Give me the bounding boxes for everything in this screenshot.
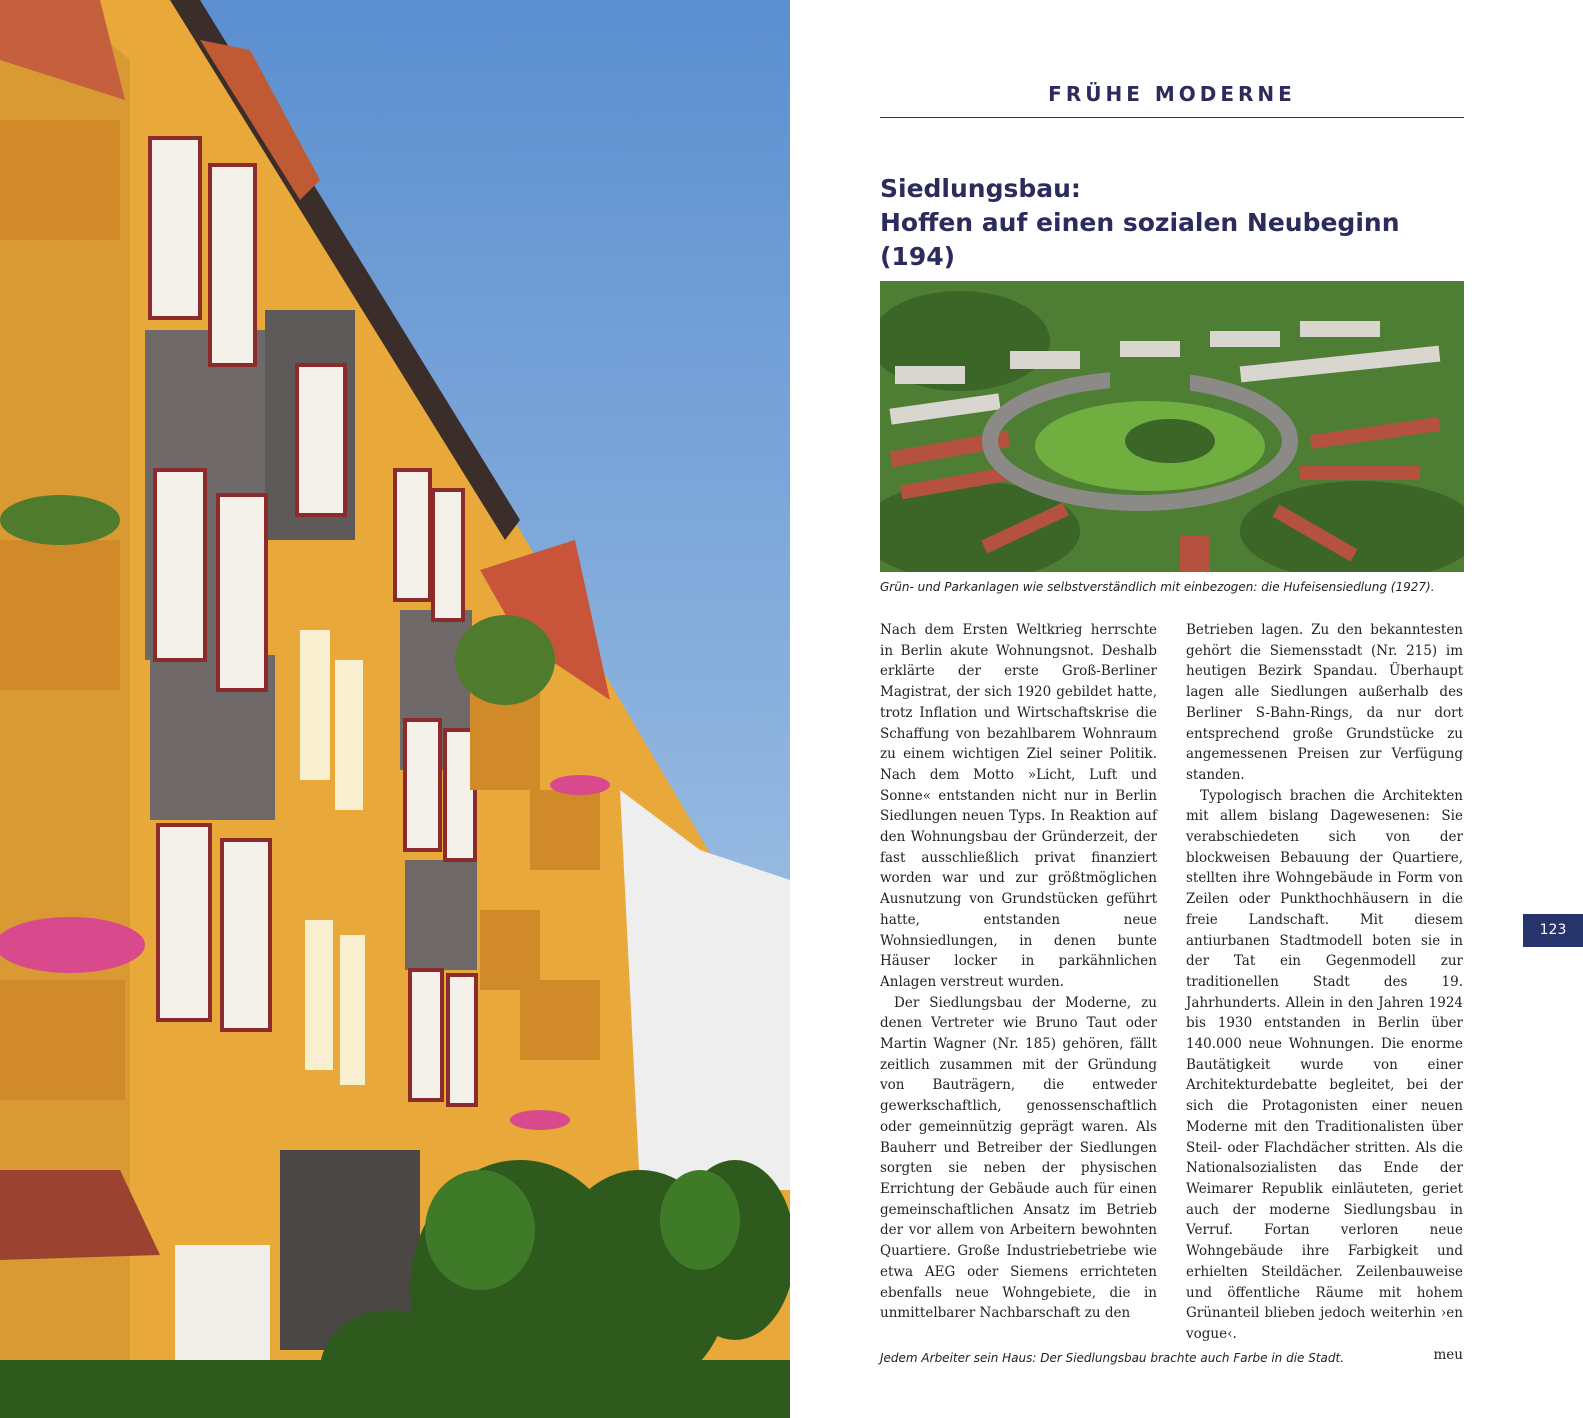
header-divider — [880, 117, 1464, 118]
body-paragraph: Typologisch brachen die Architekten mit allem bislang Dagewesenen: Sie verabschiedeten sich von der blockweisen Bebauung der Quartiere, stellten ihre Wohngebäude in Form von Zeilen oder Punkthochhäusern in die freie Landschaft. Mit diesem antiurbanen Stadtmodell boten sie in der Tat ein Gegenmodell zur traditionellen Stadt des 19. Jahrhunderts. Allein in den Jahren 1924 bis 1930 entstanden in Berlin über 140.000 neue Wohnungen. Die enorme Bautätigkeit wurde von einer Architekturdebatte begleitet, bei der sich die Protagonisten einer neuen Moderne mit den Traditionalisten über Steil- oder Flachdächer stritten. Als die Nationalsozialisten das Ende der Weimarer Republik einläuteten, geriet auch der moderne Siedlungsbau in Verruf. Fortan verloren neue Wohngebäude ihre Farbigkeit und erhielten Steildächer. Zeilenbauweise und öffentliche Räume mit hohem Grünanteil blieben jedoch weiterhin ›en vogue‹. — [1186, 787, 1463, 1342]
body-column-left — [880, 620, 1157, 1324]
article-title-line-1: Siedlungsbau: — [880, 174, 1081, 203]
section-header: FRÜHE MODERNE — [1048, 82, 1296, 106]
column-end-mark: meu — [1433, 1346, 1463, 1363]
hufeisensiedlung-aerial-photo — [880, 281, 1464, 572]
image-caption-top: Grün- und Parkanlagen wie selbstverständlich mit einbezogen: die Hufeisensiedlung (1927). — [880, 580, 1435, 594]
article-title — [880, 172, 1464, 274]
body-paragraph: Nach dem Ersten Weltkrieg herrschte in Berlin akute Wohnungsnot. Deshalb erklärte der erste Groß-Berliner Magistrat, der sich 1920 gebildet hatte, trotz Inflation und Wirtschaftskrise die Schaffung von bezahlbarem Wohnraum zu einem wichtigen Ziel seiner Politik. Nach dem Motto »Licht, Luft und Sonne« entstanden nicht nur in Berlin Siedlungen neuen Typs. In Reaktion auf den Wohnungsbau der Gründerzeit, der fast ausschließlich privat finanziert worden war und zur größtmöglichen Ausnutzung von Grundstücken geführt hatte, entstanden neue Wohnsiedlungen, in denen bunte Häuser locker in parkähnlichen Anlagen verstreut wurden. — [880, 622, 1157, 990]
body-column-right — [1186, 620, 1463, 1365]
body-paragraph: Der Siedlungsbau der Moderne, zu denen Vertreter wie Bruno Taut oder Martin Wagner (Nr. 185) gehören, fällt zeitlich zusammen mit der Gründung von Bauträgern, die entweder gewerkschaftlich, genossenschaftlich oder gemeinnützig geprägt waren. Als Bauherr und Betreiber der Siedlungen sorgten sie neben der physischen Errichtung der Gebäude auch für einen gemeinschaftlichen Ansatz im Betrieb der vor allem von Arbeitern bewohnten Quartiere. Große Industriebetriebe wie etwa AEG oder Siemens errichteten ebenfalls neue Wohngebiete, die in unmittelbarer Nachbarschaft zu den — [880, 994, 1157, 1322]
article-title-line-2: Hoffen auf einen sozialen Neubeginn (194) — [880, 208, 1400, 271]
building-facade-photo — [0, 0, 790, 1418]
image-caption-bottom: Jedem Arbeiter sein Haus: Der Siedlungsbau brachte auch Farbe in die Stadt. — [880, 1351, 1345, 1365]
page-number-badge: 123 — [1523, 914, 1583, 947]
body-paragraph: Betrieben lagen. Zu den bekanntesten gehört die Siemensstadt (Nr. 215) im heutigen Bezirk Spandau. Überhaupt lagen alle Siedlungen außerhalb des Berliner S-Bahn-Rings, da nur dort entsprechend große Grundstücke zu angemessenen Preisen zur Verfügung standen. — [1186, 622, 1463, 783]
